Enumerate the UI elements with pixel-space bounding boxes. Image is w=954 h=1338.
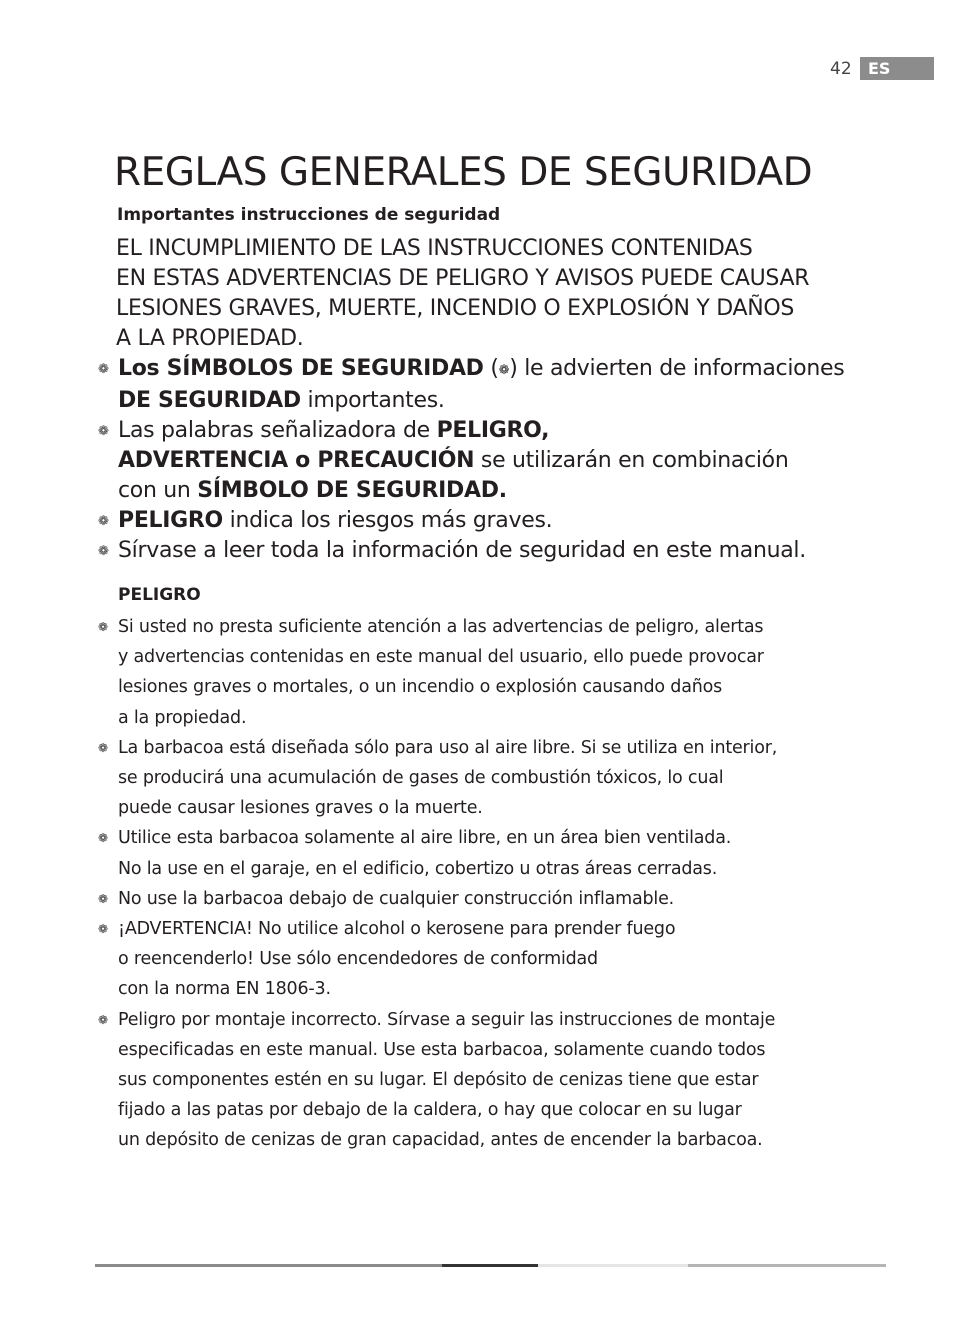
key-points-list — [98, 354, 898, 566]
footer-rule-segment — [688, 1264, 886, 1267]
page-number: 42 — [830, 59, 852, 79]
text: Sírvase a leer toda la información de seguridad en este manual. — [118, 538, 806, 563]
list-item-line: sus componentes estén en su lugar. El depósito de cenizas tiene que estar — [118, 1070, 759, 1091]
text: indica los riesgos más graves. — [222, 508, 553, 533]
text: ( — [483, 356, 499, 381]
safety-symbol-icon: ❁ — [98, 514, 109, 529]
text: Las palabras señalizadora de — [118, 418, 437, 443]
list-item — [98, 354, 898, 416]
bold-text: Los SÍMBOLOS DE SEGURIDAD — [118, 356, 484, 381]
list-item-line: Si usted no presta suficiente atención a las advertencias de peligro, alertas — [118, 617, 764, 637]
list-item-line: ¡ADVERTENCIA! No utilice alcohol o kerosene para prender fuego — [118, 919, 676, 940]
safety-symbol-icon: ❁ — [98, 362, 109, 377]
safety-symbol-icon: ❁ — [98, 620, 108, 634]
danger-list — [98, 612, 898, 1156]
safety-symbol-icon: ❁ — [98, 1012, 108, 1027]
list-item — [98, 612, 898, 733]
intro-warning — [116, 234, 876, 354]
list-item-line: Utilice esta barbacoa solamente al aire libre, en un área bien ventilada. — [118, 828, 732, 849]
page-title: REGLAS GENERALES DE SEGURIDAD — [114, 150, 813, 195]
bold-text: PELIGRO — [118, 508, 223, 533]
safety-symbol-icon: ❁ — [98, 891, 108, 906]
list-item-line: Peligro por montaje incorrecto. Sírvase a seguir las instrucciones de montaje — [118, 1009, 776, 1030]
text: se utilizarán en combinación — [474, 448, 789, 473]
bold-text: SÍMBOLO DE SEGURIDAD. — [197, 478, 507, 503]
list-item-line: especificadas en este manual. Use esta barbacoa, solamente cuando todos — [118, 1039, 766, 1060]
intro-line: EL INCUMPLIMIENTO DE LAS INSTRUCCIONES CONTENIDAS — [116, 236, 753, 261]
list-item-line: se producirá una acumulación de gases de combustión tóxicos, lo cual — [118, 768, 724, 789]
intro-line: LESIONES GRAVES, MUERTE, INCENDIO O EXPLOSIÓN Y DAÑOS — [116, 296, 795, 321]
list-item — [98, 1005, 898, 1156]
text: le advierten de informaciones — [517, 356, 845, 381]
subtitle: Importantes instrucciones de seguridad — [117, 205, 501, 225]
intro-line: A LA PROPIEDAD. — [116, 326, 304, 351]
list-item — [98, 416, 898, 506]
list-item-line: un depósito de cenizas de gran capacidad, antes de encender la barbacoa. — [118, 1130, 763, 1151]
intro-line: EN ESTAS ADVERTENCIAS DE PELIGRO Y AVISOS PUEDE CAUSAR — [116, 266, 810, 291]
list-item-line: con la norma EN 1806-3. — [118, 979, 331, 1000]
safety-symbol-icon: ❁ — [98, 544, 109, 559]
bold-text: DE SEGURIDAD — [118, 388, 301, 413]
list-item — [98, 884, 898, 914]
text: con un — [118, 478, 198, 503]
list-item — [98, 506, 898, 536]
danger-heading: PELIGRO — [118, 585, 201, 605]
list-item-line: puede causar lesiones graves o la muerte. — [118, 798, 483, 819]
list-item — [98, 823, 898, 883]
text: ) — [509, 356, 518, 381]
safety-symbol-icon: ❁ — [498, 363, 510, 378]
safety-symbol-icon: ❁ — [98, 922, 108, 937]
list-item-line: a la propiedad. — [118, 707, 247, 728]
list-item — [98, 914, 898, 1005]
safety-symbol-icon: ❁ — [98, 424, 109, 439]
footer-rule-segment — [95, 1264, 442, 1267]
list-item-line: fijado a las patas por debajo de la caldera, o hay que colocar en su lugar — [118, 1100, 742, 1121]
footer-rule-segment — [442, 1264, 538, 1267]
list-item-line: lesiones graves o mortales, o un incendio o explosión causando daños — [118, 677, 723, 698]
bold-text: ADVERTENCIA o PRECAUCIÓN — [118, 448, 475, 473]
bold-text: PELIGRO, — [436, 418, 550, 443]
list-item-line: y advertencias contenidas en este manual del usuario, ello puede provocar — [118, 647, 764, 668]
language-badge: ES — [860, 57, 934, 80]
list-item-line: La barbacoa está diseñada sólo para uso al aire libre. Si se utiliza en interior, — [118, 737, 778, 758]
list-item — [98, 733, 898, 824]
list-item-line: No use la barbacoa debajo de cualquier construcción inflamable. — [118, 888, 675, 909]
list-item — [98, 536, 898, 566]
footer-rule-segment — [538, 1264, 688, 1267]
safety-symbol-icon: ❁ — [98, 831, 108, 846]
text: importantes. — [300, 388, 445, 413]
safety-symbol-icon: ❁ — [98, 740, 108, 755]
list-item-line: o reencenderlo! Use sólo encendedores de conformidad — [118, 949, 598, 970]
list-item-line: No la use en el garaje, en el edificio, cobertizo u otras áreas cerradas. — [118, 858, 718, 879]
